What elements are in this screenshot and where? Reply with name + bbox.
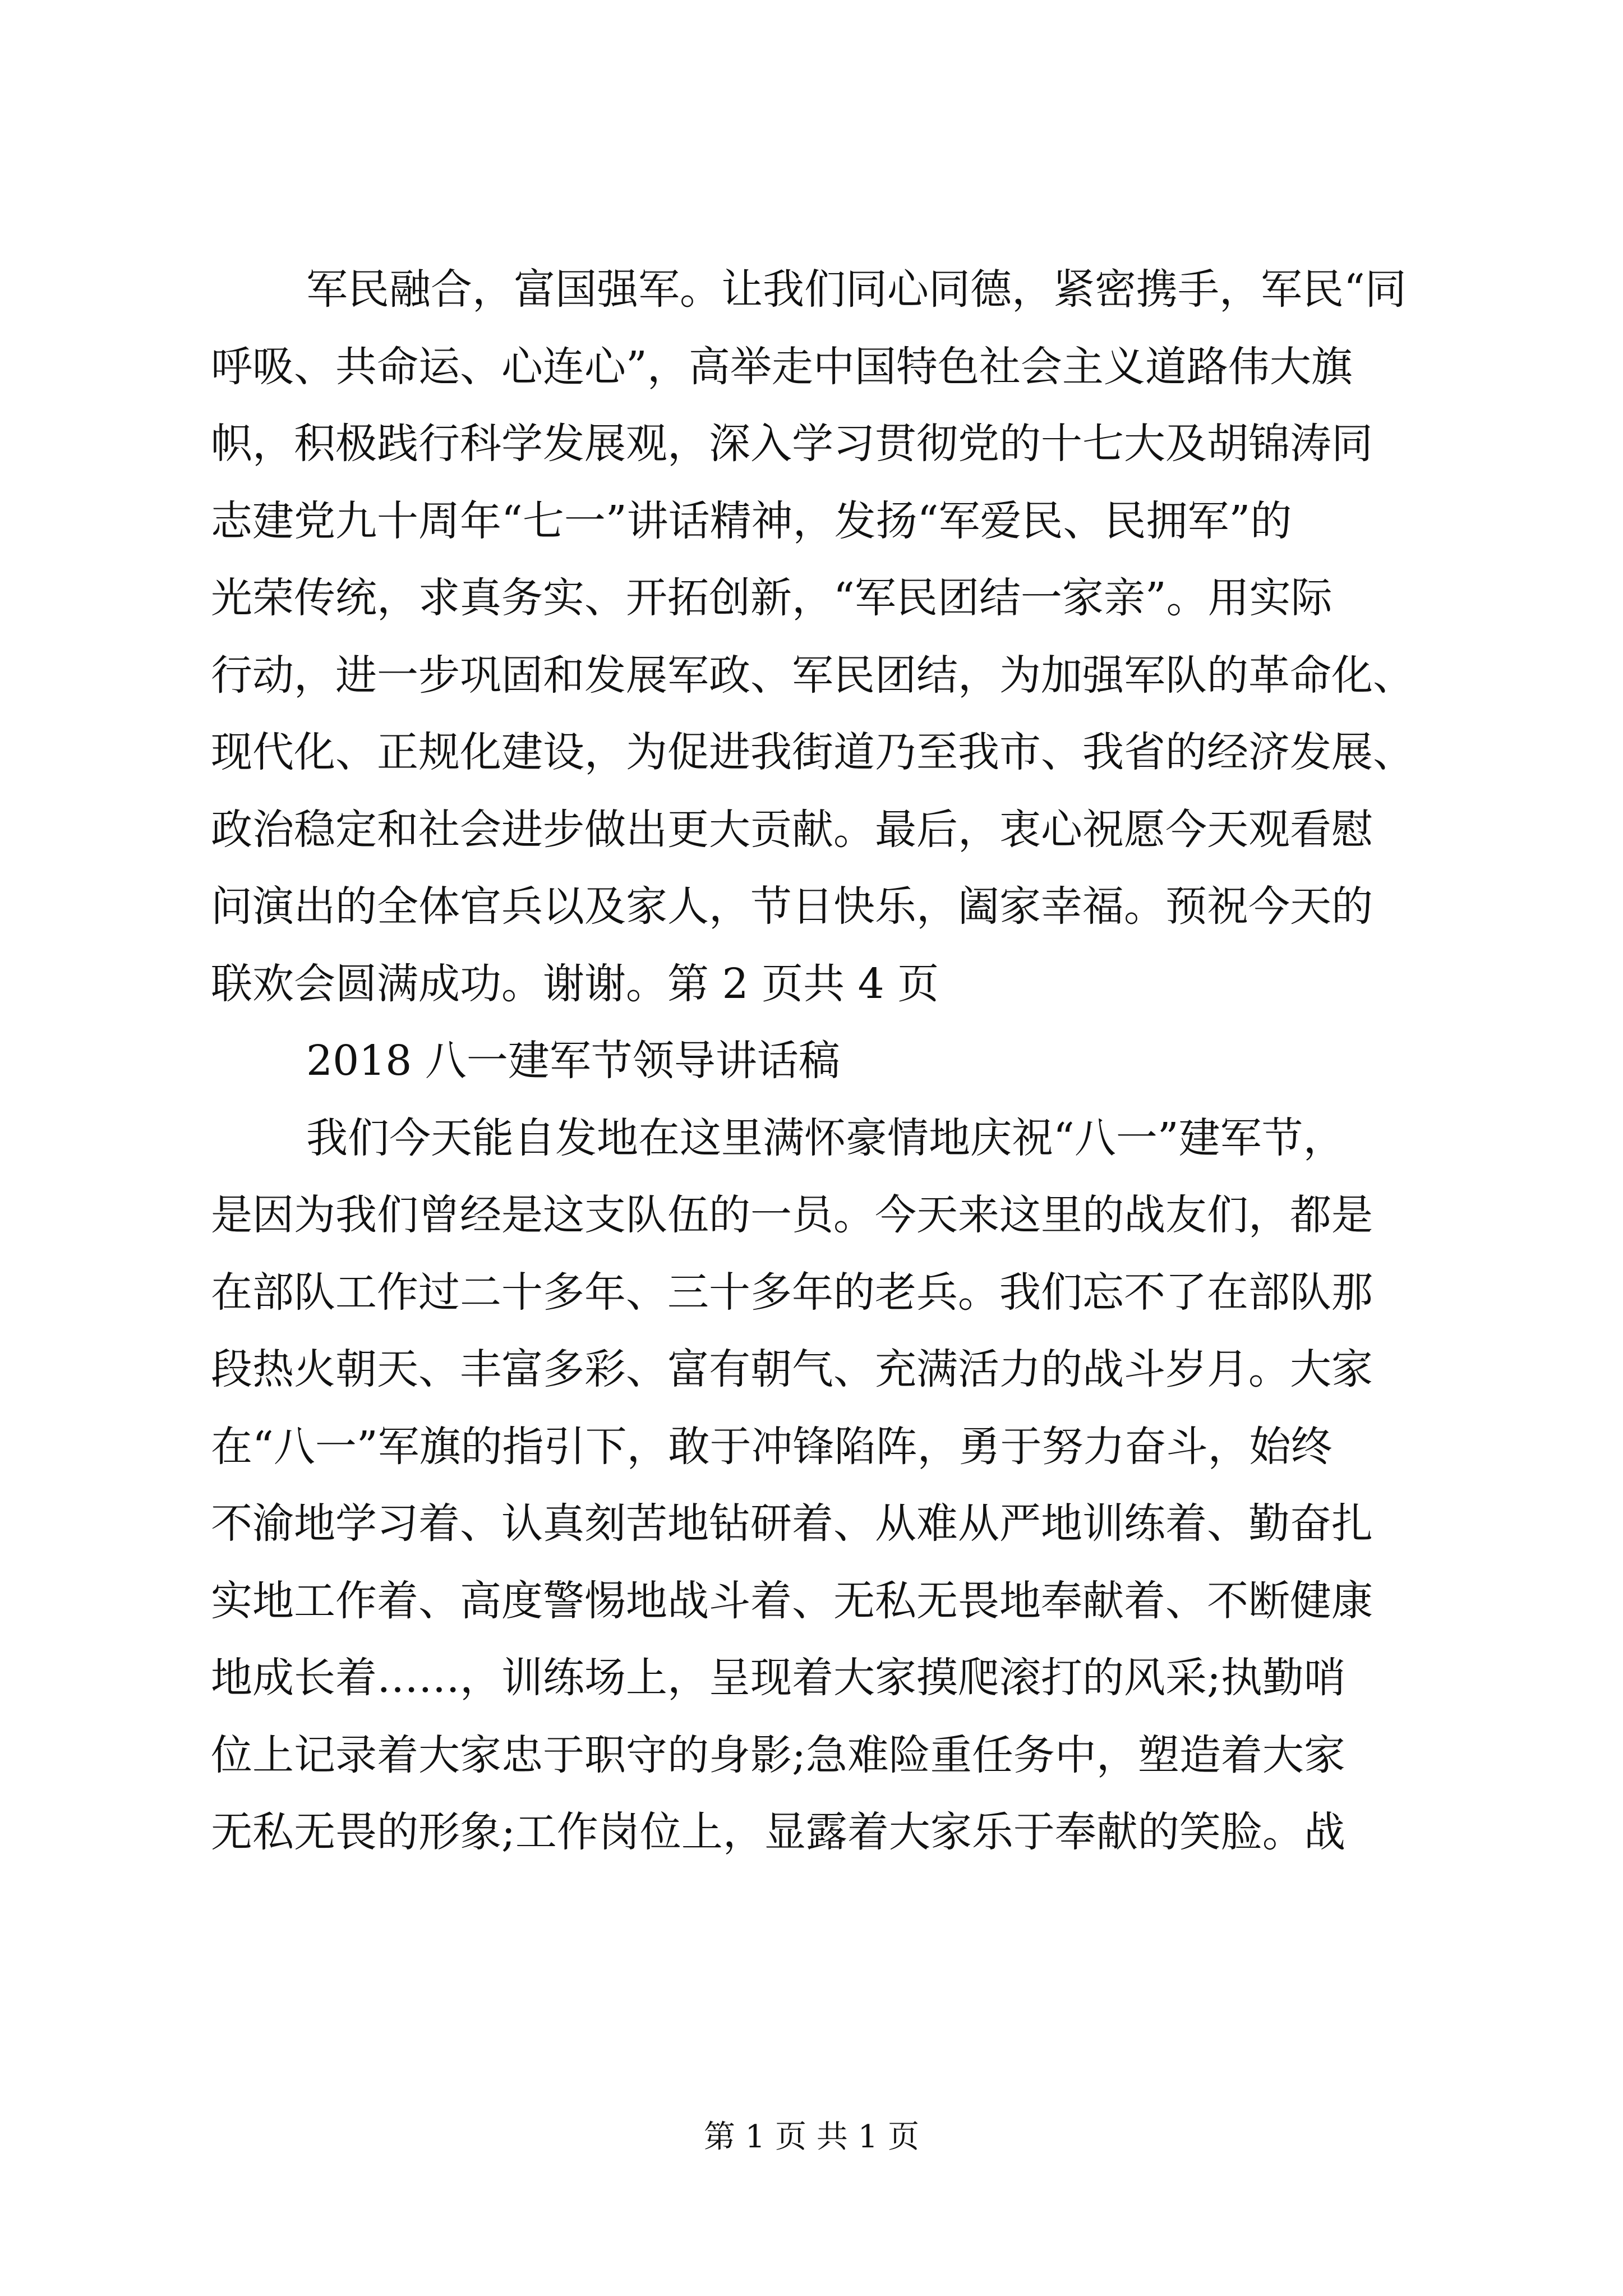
page-footer: 第 1 页 共 1 页: [703, 2119, 920, 2155]
text-line: 不渝地学习着、认真刻苦地钻研着、从难从严地训练着、勤奋扎: [211, 1499, 1373, 1548]
text-line: 现代化、正规化建设，为促进我街道乃至我市、我省的经济发展、: [211, 728, 1414, 776]
text-line: 无私无畏的形象;工作岗位上，显露着大家乐于奉献的笑脸。战: [211, 1808, 1345, 1856]
text-line: 是因为我们曾经是这支队伍的一员。今天来这里的战友们，都是: [211, 1191, 1373, 1239]
text-line: 呼吸、共命运、心连心”，高举走中国特色社会主义道路伟大旗: [211, 342, 1353, 391]
text-line: 问演出的全体官兵以及家人，节日快乐，阖家幸福。预祝今天的: [211, 882, 1373, 931]
document-body: [211, 251, 1417, 1871]
text-line: 军民融合，富国强军。让我们同心同德，紧密携手，军民“同: [306, 265, 1407, 314]
text-line: 联欢会圆满成功。谢谢。第 2 页共 4 页: [211, 959, 939, 1008]
text-line: 地成长着……，训练场上，呈现着大家摸爬滚打的风采;执勤哨: [211, 1654, 1345, 1702]
text-line: 段热火朝天、丰富多彩、富有朝气、充满活力的战斗岁月。大家: [211, 1345, 1373, 1393]
text-line: 行动，进一步巩固和发展军政、军民团结，为加强军队的革命化、: [211, 651, 1414, 700]
text-line: 帜，积极践行科学发展观，深入学习贯彻党的十七大及胡锦涛同: [211, 420, 1373, 468]
text-line: 在“八一”军旗的指引下，敢于冲锋陷阵，勇于努力奋斗，始终: [211, 1422, 1332, 1471]
text-line: 志建党九十周年“七一”讲话精神，发扬“军爱民、民拥军”的: [211, 496, 1292, 545]
section-title: 2018 八一建军节领导讲话稿: [306, 1037, 840, 1085]
text-line: 我们今天能自发地在这里满怀豪情地庆祝“八一”建军节，: [306, 1114, 1345, 1162]
text-line: 在部队工作过二十多年、三十多年的老兵。我们忘不了在部队那: [211, 1268, 1373, 1317]
text-line: 位上记录着大家忠于职守的身影;急难险重任务中，塑造着大家: [211, 1731, 1345, 1779]
text-line: 实地工作着、高度警惕地战斗着、无私无畏地奉献着、不断健康: [211, 1576, 1373, 1625]
text-line: 政治稳定和社会进步做出更大贡献。最后，衷心祝愿今天观看慰: [211, 805, 1373, 854]
text-line: 光荣传统，求真务实、开拓创新，“军民团结一家亲”。用实际: [211, 574, 1332, 622]
